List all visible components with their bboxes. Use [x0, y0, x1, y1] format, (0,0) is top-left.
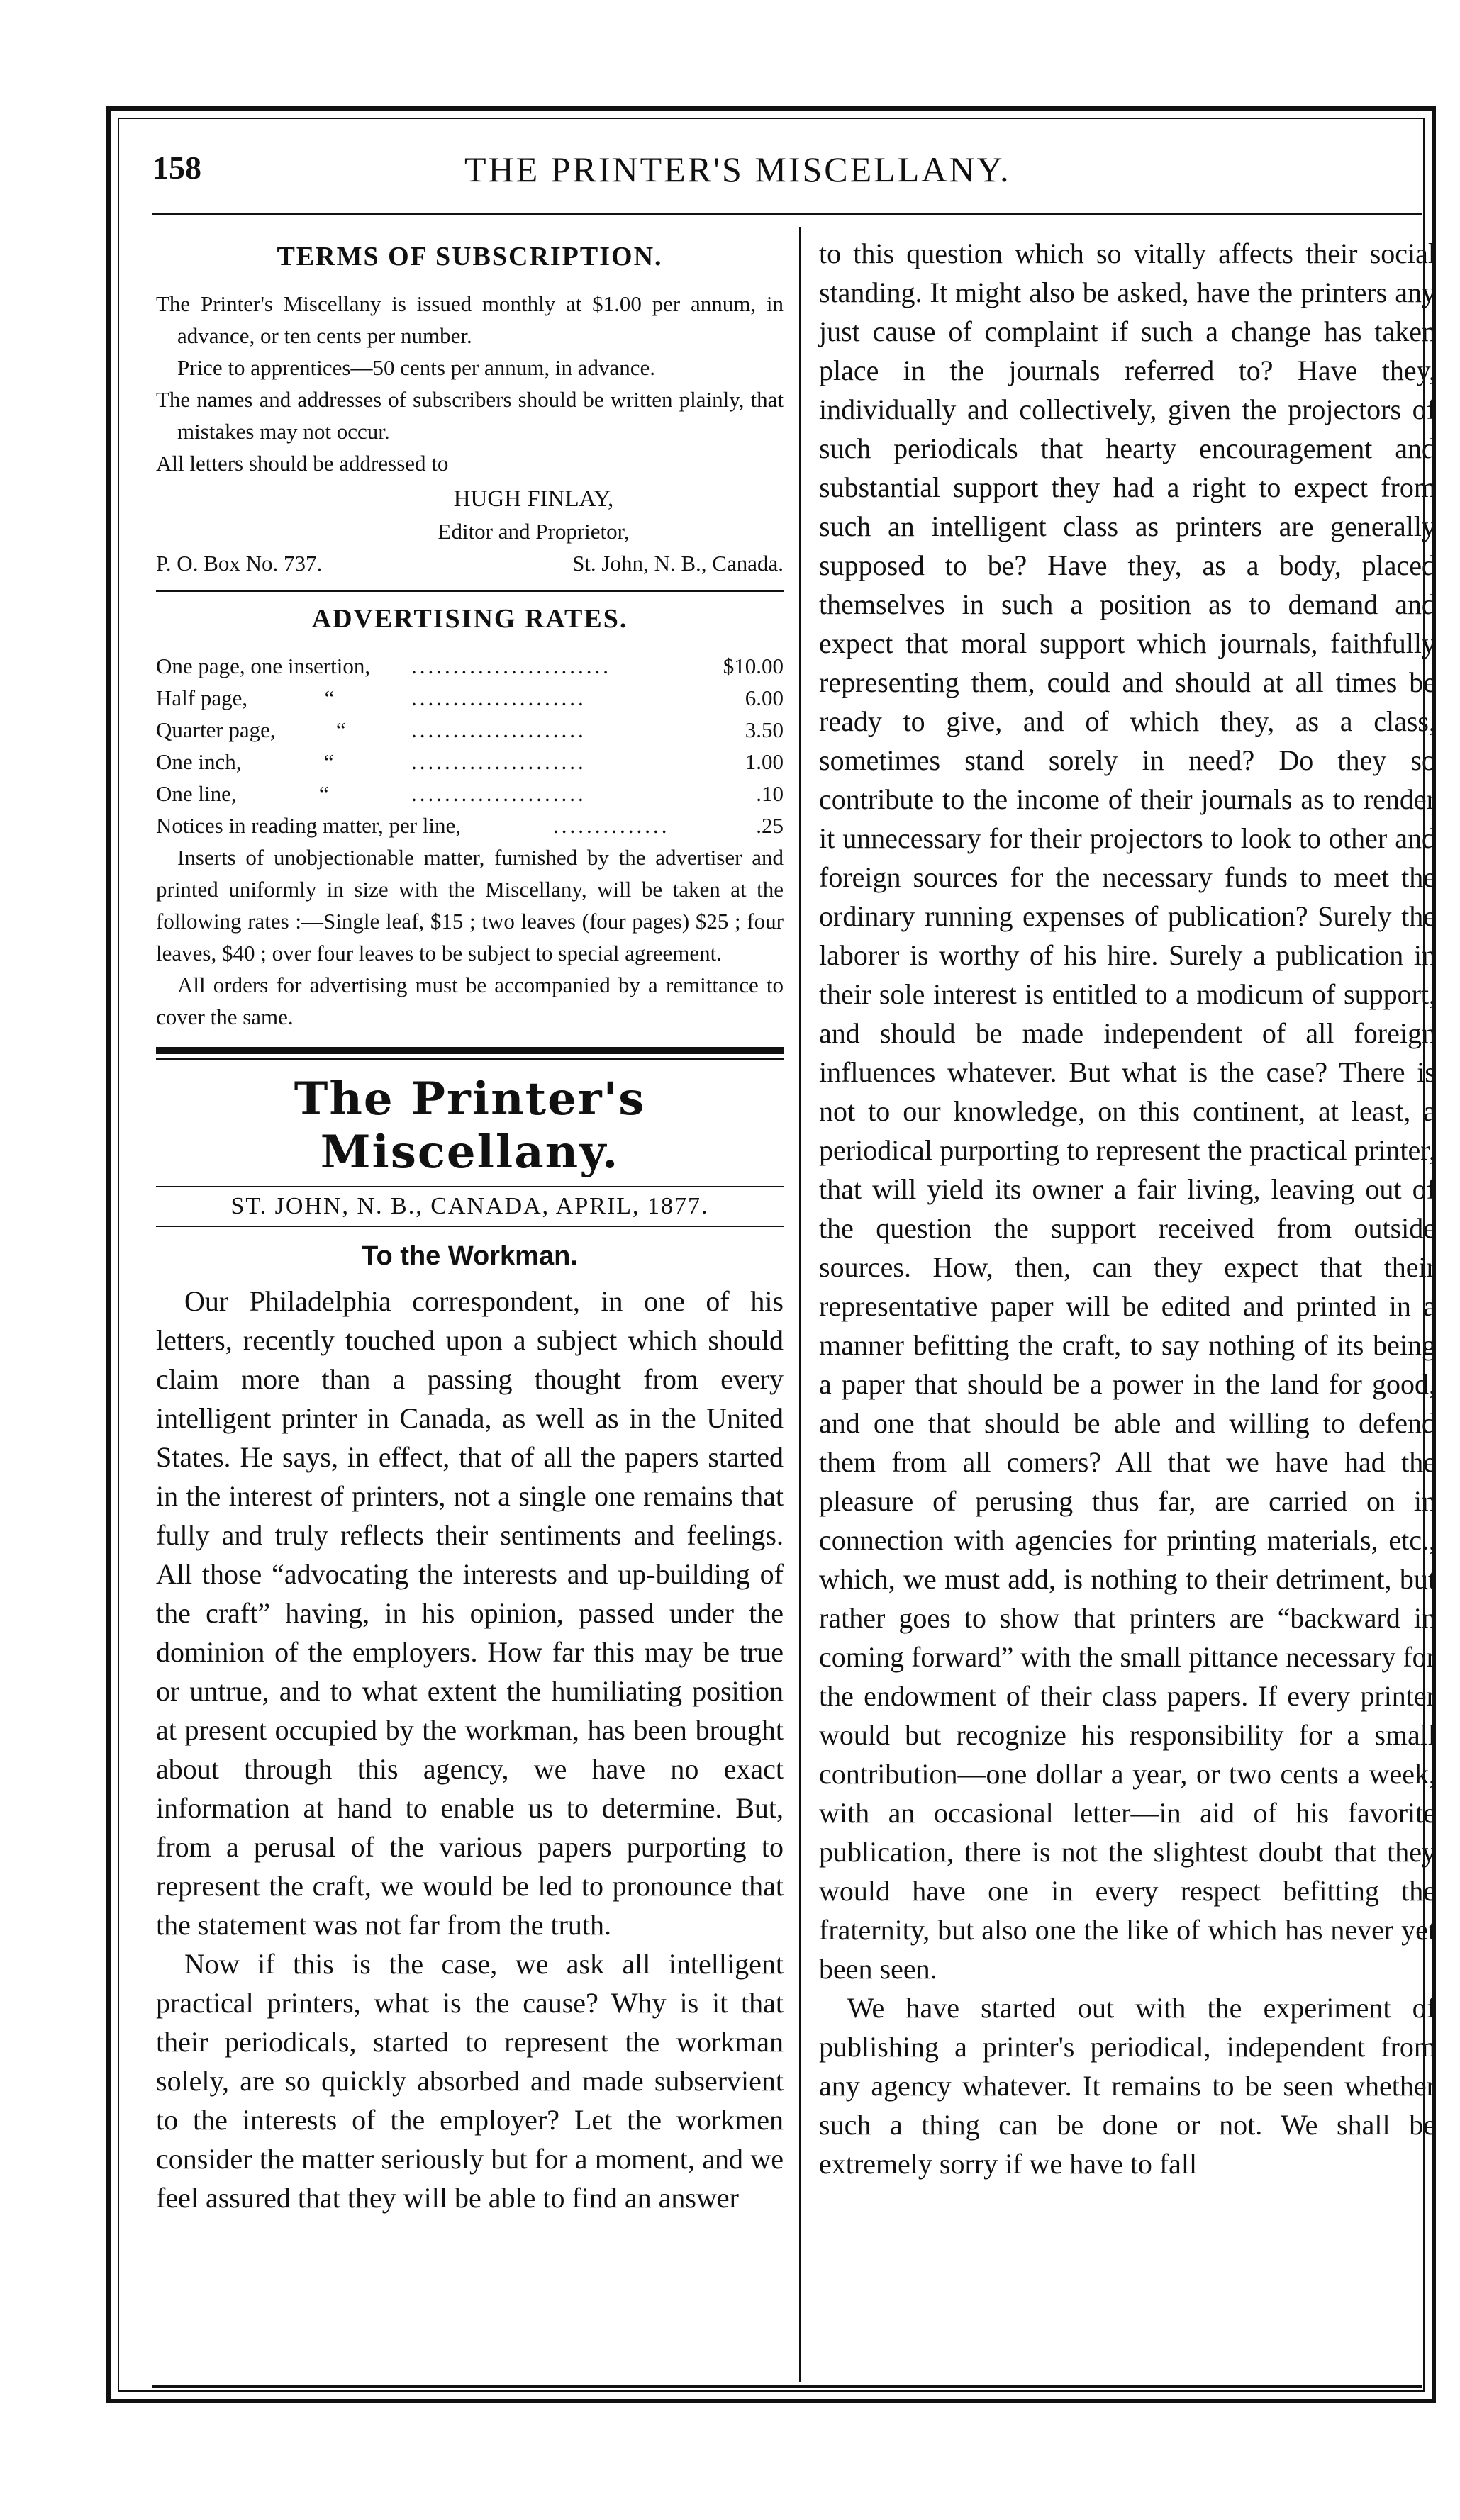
rate-value: .25 — [756, 813, 784, 838]
article-paragraph: Our Philadelphia correspondent, in one of his letters, recently touched upon a subject which should claim more than a passing thought from every intelligent printer in Canada, as well as in the United States. He says, in effect, that of all the papers started in the interest of printers, not a single one remains that fully and truly reflects their sentiments and feelings. All those “advocating the interests and up-building of the craft” having, in his opinion, passed under the dominion of the employers. How far this may be true or untrue, and to what extent the humiliating position at present occupied by the workman, has been brought about through this agency, we have no exact information at hand to enable us to determine. But, from a perusal of the various papers purporting to represent the craft, we would be led to pronounce that the statement was not far from the truth. — [156, 1285, 784, 1941]
dateline-rule-top — [156, 1186, 784, 1187]
subscription-para-3: The names and addresses of subscribers should be written plainly, that mistakes may not occur. — [156, 387, 784, 444]
rate-label: One inch, “ — [156, 749, 334, 774]
rate-value: 1.00 — [745, 749, 784, 774]
rate-leader: ..................... — [411, 685, 586, 710]
rate-label: Half page, “ — [156, 685, 335, 710]
article-title: To the Workman. — [362, 1241, 578, 1271]
rate-row — [156, 810, 784, 841]
rate-label: Notices in reading matter, per line, — [156, 813, 462, 838]
rate-value: 6.00 — [745, 685, 784, 710]
rate-value: .10 — [756, 781, 784, 806]
editor-address — [156, 483, 784, 579]
article-paragraph: Now if this is the case, we ask all intelligent practical printers, what is the cause? Why is it that their periodicals, started to represent the workman solely, are so quickly absorbed and made subservient to the interests of the employer? Let the workmen consider the matter seriously but for a moment, and we feel assured that they will be able to find an answer — [156, 1948, 784, 2214]
rate-label: One line, “ — [156, 781, 329, 806]
rate-row — [156, 682, 784, 714]
rate-leader: .............. — [553, 813, 670, 838]
left-column — [156, 234, 784, 2217]
section-rule — [156, 590, 784, 592]
masthead-title: The Printer's Miscellany. — [294, 1073, 646, 1179]
subscription-title: TERMS OF SUBSCRIPTION. — [277, 242, 663, 271]
editor-name: HUGH FINLAY, — [453, 486, 614, 512]
subscription-para-1: The Printer's Miscellany is issued monthly at $1.00 per annum, in advance, or ten cents per number. — [156, 291, 784, 348]
dateline-rule-bottom — [156, 1226, 784, 1227]
subscription-para-4: All letters should be addressed to — [156, 451, 449, 476]
rate-leader: ..................... — [411, 749, 586, 774]
running-title: THE PRINTER'S MISCELLANY. — [464, 150, 1011, 189]
bottom-rule — [152, 2385, 1422, 2388]
rate-label: Quarter page, “ — [156, 717, 346, 742]
article-paragraph: We have started out with the experiment of publishing a printer's periodical, independent from any agency whatever. It remains to be seen whether such a thing can be done or not. We shall be extremely sorry if we have to fall — [819, 1992, 1436, 2180]
city: St. John, N. B., Canada. — [572, 551, 784, 576]
rates-table — [156, 650, 784, 841]
rate-value: 3.50 — [745, 717, 784, 742]
article-body-right — [819, 234, 1436, 2183]
rate-leader: ..................... — [411, 781, 586, 806]
page-number: 158 — [152, 150, 201, 186]
subscription-para-2: Price to apprentices—50 cents per annum, in advance. — [177, 355, 656, 380]
advertising-notes — [156, 841, 784, 1033]
page-header — [152, 149, 1422, 206]
inserts-para: Inserts of unobjectionable matter, furnished by the advertiser and printed uniformly in size with the Miscellany, will be taken at the following rates :—Single leaf, $15 ; two leaves (four pages) $25 ; four leaves, $40 ; over four leaves to be subject to special agreement. — [156, 845, 784, 965]
rate-row — [156, 714, 784, 746]
rate-value: $10.00 — [723, 654, 784, 678]
right-column — [819, 234, 1436, 2183]
masthead-rule-thin — [156, 1058, 784, 1060]
header-rule — [152, 213, 1422, 215]
rate-leader: ........................ — [411, 654, 611, 678]
rate-row — [156, 746, 784, 778]
dateline: ST. JOHN, N. B., CANADA, APRIL, 1877. — [230, 1193, 709, 1219]
address-line — [156, 547, 784, 579]
article-paragraph: to this question which so vitally affects their social standing. It might also be asked, have the printers any just cause of complaint if such a change has taken place in the journals referred to? Have they, individually and collectively, given the projectors of such periodicals that hearty encouragement and substantial support they had a right to expect from such an intelligent class as printers are generally supposed to be? Have they, as a body, placed themselves in such a position as to demand and expect that moral support which journals, faithfully representing them, could and should at all times be ready to give, and of which they, as a class, sometimes stand sorely in need? Do they so contribute to the income of their journals as to render it unnecessary for their projectors to look to other and foreign sources for the necessary funds to meet the ordinary running expenses of publication? Surely the laborer is worthy of his hire. Surely a publication in their sole interest is entitled to a modicum of support, and should be made independent of all foreign influences whatever. But what is the case? There is not to our knowledge, on this continent, at least, a periodical purporting to represent the practical printer, that will yield its owner a fair living, leaving out of the question the support received from outside sources. How, then, can they expect that their representative paper will be edited and printed in a manner befitting the craft, to say nothing of its being a paper that should be a power in the land for good, and one that should be able and willing to defend them from all comers? All that we have had the pleasure of perusing thus far, are carried on in connection with agencies for printing materials, etc., which, we must add, is nothing to their detriment, but rather goes to show that printers are “backward in coming forward” with the small pittance necessary for the endowment of their class papers. If every printer would but recognize his responsibility for a small contribution—one dollar a year, or two cents a week, with an occasional letter—in aid of his favorite publication, there is not the slightest doubt that they would have one in every respect befitting the fraternity, but also one the like of which has never yet been seen. — [819, 237, 1436, 1985]
masthead-rule-top — [156, 1047, 784, 1054]
rate-label: One page, one insertion, — [156, 654, 371, 678]
po-box: P. O. Box No. 737. — [156, 551, 323, 576]
editor-role: Editor and Proprietor, — [438, 519, 630, 544]
article-body-left — [156, 1282, 784, 2217]
orders-para: All orders for advertising must be accompanied by a remittance to cover the same. — [156, 973, 784, 1029]
column-divider — [799, 227, 801, 2382]
subscription-terms — [156, 288, 784, 579]
advertising-title: ADVERTISING RATES. — [311, 604, 628, 634]
rate-leader: ..................... — [411, 717, 586, 742]
rate-row — [156, 650, 784, 682]
rate-row — [156, 778, 784, 810]
